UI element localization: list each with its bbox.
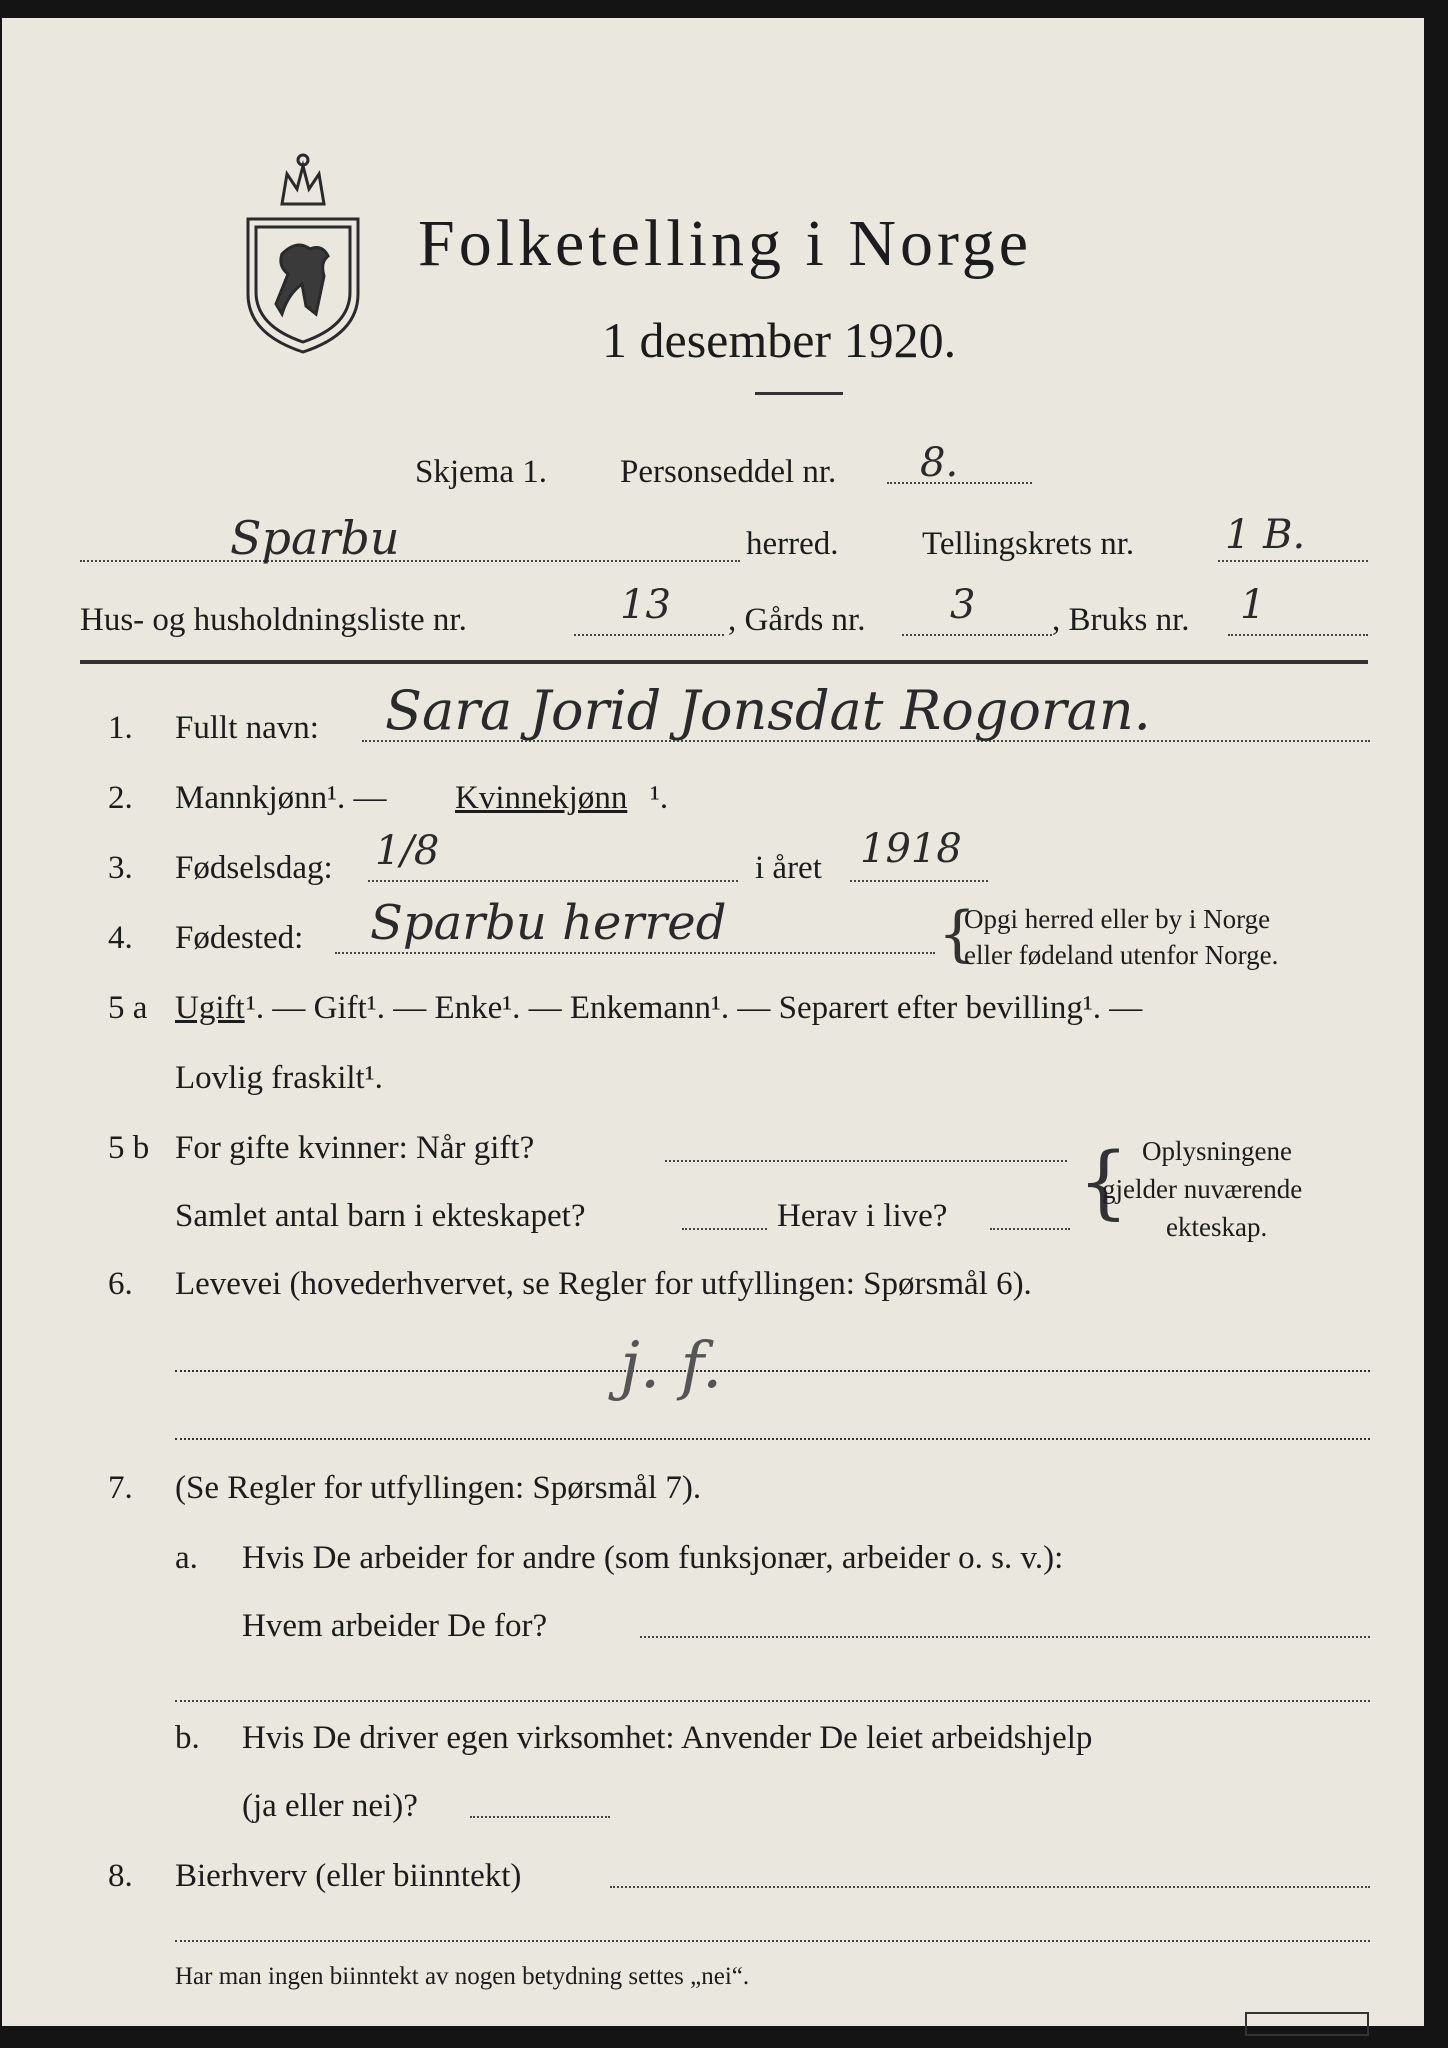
q5a-options: ¹. — Gift¹. — Enke¹. — Enkemann¹. — Separert efter bevilling¹. — <box>246 990 1143 1026</box>
page-stamp <box>1245 2012 1369 2036</box>
q5b-label-alive: Herav i live? <box>777 1198 948 1234</box>
coat-of-arms-icon <box>242 144 364 356</box>
q5b-alive-line <box>990 1228 1070 1230</box>
q5a-number: 5 a <box>108 990 148 1026</box>
census-date: 1 desember 1920. <box>602 312 957 368</box>
q5b-label-married: For gifte kvinner: Når gift? <box>175 1130 535 1166</box>
q2-text-c: ¹. <box>650 780 669 816</box>
q5a-options-line2: Lovlig fraskilt¹. <box>175 1060 383 1096</box>
q7b-label2: (ja eller nei)? <box>242 1788 418 1824</box>
title-divider <box>755 392 843 395</box>
q2-kvinnekjonn-selected[interactable]: Kvinnekjønn <box>455 780 628 816</box>
personseddel-line <box>887 482 1032 484</box>
q4-label: Fødested: <box>175 920 304 956</box>
hus-line <box>574 634 724 636</box>
q3-year-line <box>850 880 988 882</box>
q2-number: 2. <box>108 780 133 816</box>
schema-label: Skjema 1. <box>415 454 547 490</box>
q7a-label2: Hvem arbeider De for? <box>242 1608 548 1644</box>
q3-year-label: i året <box>755 850 822 886</box>
bruks-line <box>1228 634 1368 636</box>
q1-value[interactable]: Sara Jorid Jonsdat Rogoran. <box>385 679 1151 742</box>
q6-label: Levevei (hovederhvervet, se Regler for utfyllingen: Spørsmål 6). <box>175 1266 1032 1302</box>
q7b-number: b. <box>175 1720 200 1756</box>
q6-line1 <box>175 1370 1370 1372</box>
herred-value[interactable]: Sparbu <box>230 511 400 565</box>
q7a-line1 <box>640 1636 1370 1638</box>
gards-label: , Gårds nr. <box>728 602 866 638</box>
q3-number: 3. <box>108 850 133 886</box>
q3-line <box>368 880 738 882</box>
q4-note-line1: Opgi herred eller by i Norge <box>964 904 1271 934</box>
q3-label: Fødselsdag: <box>175 850 333 886</box>
q4-note-line2: eller fødeland utenfor Norge. <box>964 940 1279 970</box>
gards-value[interactable]: 3 <box>950 582 976 628</box>
q8-number: 8. <box>108 1858 133 1894</box>
q7a-line2 <box>175 1700 1370 1702</box>
q4-value[interactable]: Sparbu herred <box>370 895 727 951</box>
q6-number: 6. <box>108 1266 133 1302</box>
q7b-line <box>470 1816 610 1818</box>
q4-note-brace: { <box>938 899 977 969</box>
q8-label: Bierhverv (eller biinntekt) <box>175 1858 522 1894</box>
herred-line <box>80 560 740 562</box>
form-title: Folketelling i Norge <box>418 207 1033 280</box>
q7a-number: a. <box>175 1540 198 1576</box>
q8-line2 <box>175 1940 1370 1942</box>
gards-line <box>902 634 1052 636</box>
tellingskrets-value[interactable]: 1 B. <box>1225 512 1306 558</box>
q1-label: Fullt navn: <box>175 710 319 746</box>
q5b-note-line1: Oplysningene <box>1142 1136 1292 1166</box>
q5b-children-line <box>682 1228 767 1230</box>
q7b-label1: Hvis De driver egen virksomhet: Anvender De leiet arbeidshjelp <box>242 1720 1093 1756</box>
q5b-label-children: Samlet antal barn i ekteskapet? <box>175 1198 586 1234</box>
q5b-note-line2: gjelder nuværende <box>1102 1174 1303 1204</box>
q3-value[interactable]: 1/8 <box>375 828 440 874</box>
tellingskrets-line <box>1218 560 1368 562</box>
q2-text-a: Mannkjønn¹. — <box>175 780 387 816</box>
q7-number: 7. <box>108 1470 133 1506</box>
q5b-note-line3: ekteskap. <box>1166 1212 1268 1242</box>
personseddel-label: Personseddel nr. <box>620 454 837 490</box>
q1-number: 1. <box>108 710 133 746</box>
herred-label: herred. <box>746 526 839 562</box>
header-divider <box>80 660 1368 664</box>
personseddel-value[interactable]: 8. <box>920 440 959 486</box>
q3-year-value[interactable]: 1918 <box>860 826 962 872</box>
q4-line <box>335 952 935 954</box>
q6-value[interactable]: j. f. <box>620 1329 723 1403</box>
q7a-label1: Hvis De arbeider for andre (som funksjonær, arbeider o. s. v.): <box>242 1540 1064 1576</box>
hus-label: Hus- og husholdningsliste nr. <box>80 602 467 638</box>
footer-note: Har man ingen biinntekt av nogen betydning settes „nei“. <box>175 1963 750 1990</box>
hus-value[interactable]: 13 <box>620 582 671 628</box>
q4-number: 4. <box>108 920 133 956</box>
bruks-value[interactable]: 1 <box>1240 582 1266 628</box>
q7-label: (Se Regler for utfyllingen: Spørsmål 7). <box>175 1470 702 1506</box>
q5b-note-brace: { <box>1078 1135 1129 1228</box>
bruks-label: , Bruks nr. <box>1052 602 1190 638</box>
q5b-married-line <box>665 1160 1067 1162</box>
q5b-number: 5 b <box>108 1130 150 1166</box>
q8-line1 <box>610 1886 1370 1888</box>
tellingskrets-label: Tellingskrets nr. <box>922 526 1135 562</box>
q5a-ugift-selected[interactable]: Ugift <box>175 990 245 1026</box>
q6-line2 <box>175 1438 1370 1440</box>
